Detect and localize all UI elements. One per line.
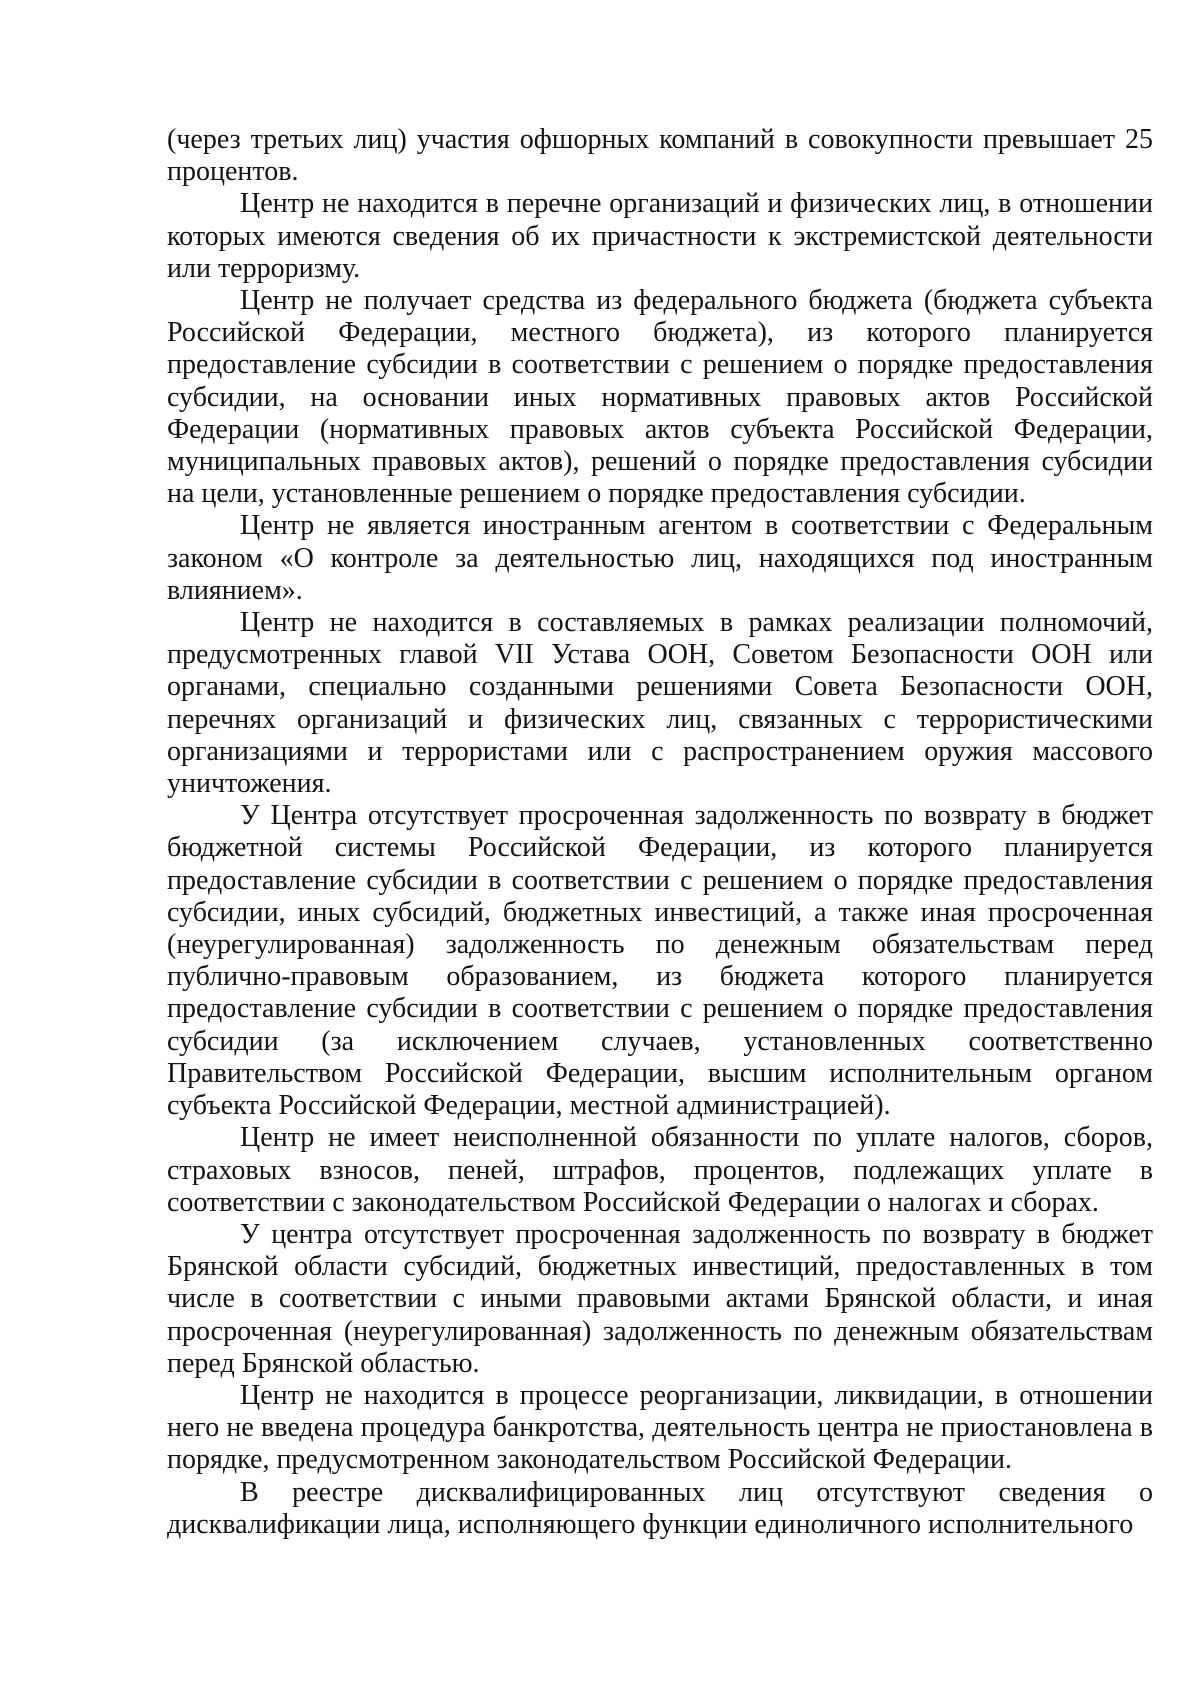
document-body [167, 124, 1153, 1541]
paragraph-federal-budget-debt: У Центра отсутствует просроченная задолженность по возврату в бюджет бюджетной системы Российской Федерации, из которого планируется предоставление субсидии в соответствии с решением о порядке предоставления субсидии, иных субсидий, бюджетных инвестиций, а также иная просроченная (неурегулированная) задолженность по денежным обязательствам перед публично-правовым образованием, из бюджета которого планируется предоставление субсидии в соответствии с решением о порядке предоставления субсидии (за исключением случаев, установленных соответственно Правительством Российской Федерации, высшим исполнительным органом субъекта Российской Федерации, местной администрацией). [167, 800, 1153, 1122]
paragraph-bryansk-budget-debt: У центра отсутствует просроченная задолженность по возврату в бюджет Брянской области субсидий, бюджетных инвестиций, предоставленных в том числе в соответствии с иными правовыми актами Брянской области, и иная просроченная (неурегулированная) задолженность по денежным обязательствам перед Брянской областью. [167, 1218, 1153, 1379]
paragraph-tax-obligations: Центр не имеет неисполненной обязанности по уплате налогов, сборов, страховых взносов, пеней, штрафов, процентов, подлежащих уплате в соответствии с законодательством Российской Федерации о налогах и сборах. [167, 1122, 1153, 1218]
paragraph-extremism-list: Центр не находится в перечне организаций и физических лиц, в отношении которых имеются сведения об их причастности к экстремистской деятельности или терроризму. [167, 188, 1153, 284]
paragraph-disqualification-registry: В реестре дисквалифицированных лиц отсутствуют сведения о дисквалификации лица, исполняющего функции единоличного исполнительного [167, 1476, 1153, 1540]
paragraph-foreign-agent: Центр не является иностранным агентом в соответствии с Федеральным законом «О контроле за деятельностью лиц, находящихся под иностранным влиянием». [167, 510, 1153, 606]
paragraph-budget-funds: Центр не получает средства из федерального бюджета (бюджета субъекта Российской Федерации, местного бюджета), из которого планируется предоставление субсидии в соответствии с решением о порядке предоставления субсидии, на основании иных нормативных правовых актов Российской Федерации (нормативных правовых актов субъекта Российской Федерации, муниципальных правовых актов), решений о порядке предоставления субсидии на цели, установленные решением о порядке предоставления субсидии. [167, 285, 1153, 510]
paragraph-un-sanctions-lists: Центр не находится в составляемых в рамках реализации полномочий, предусмотренных главой VII Устава ООН, Советом Безопасности ООН или органами, специально созданными решениями Совета Безопасности ООН, перечнях организаций и физических лиц, связанных с террористическими организациями и террористами или с распространением оружия массового уничтожения. [167, 607, 1153, 800]
paragraph-reorganization-status: Центр не находится в процессе реорганизации, ликвидации, в отношении него не введена процедура банкротства, деятельность центра не приостановлена в порядке, предусмотренном законодательством Российской Федерации. [167, 1379, 1153, 1476]
paragraph-offshore-continuation: (через третьих лиц) участия офшорных компаний в совокупности превышает 25 процентов. [167, 124, 1153, 188]
